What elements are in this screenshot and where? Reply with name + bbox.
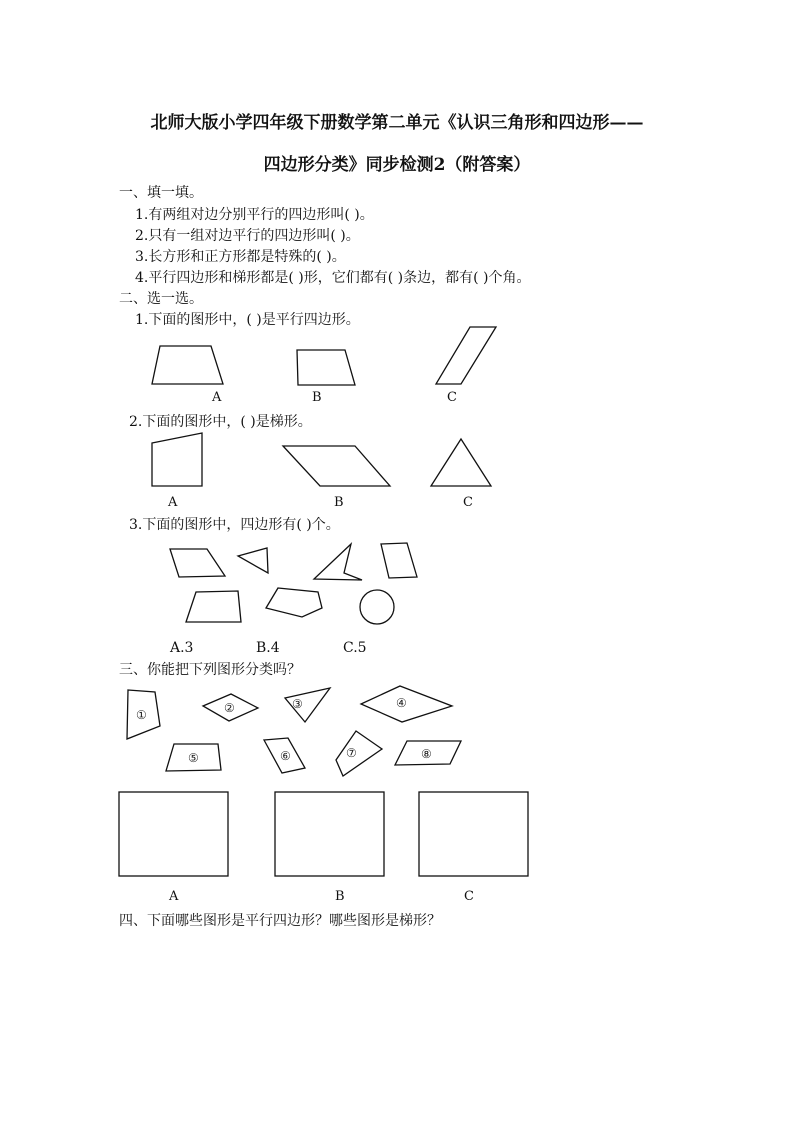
- q1-label-c: C: [447, 390, 457, 405]
- section-2-question-1: 1.下面的图形中，( )是平行四边形。: [135, 312, 360, 328]
- q3-option-c: C.5: [343, 640, 367, 656]
- q3-option-b: B.4: [256, 640, 280, 656]
- q2-label-b: B: [334, 495, 344, 510]
- section-1-question-3: 3.长方形和正方形都是特殊的( )。: [135, 249, 346, 265]
- section-2-question-3: 3.下面的图形中，四边形有( )个。: [129, 517, 340, 533]
- q2-label-a: A: [168, 495, 178, 510]
- section-1-question-4: 4.平行四边形和梯形都是( )形，它们都有( )条边，都有( )个角。: [135, 270, 531, 286]
- shape-6-number: ⑥: [280, 749, 291, 763]
- answer-box-a: [119, 792, 228, 876]
- q1-label-a: A: [212, 390, 222, 405]
- shape-4-number: ④: [396, 696, 407, 710]
- answer-box-c: [419, 792, 528, 876]
- q3-option-a: A.3: [170, 640, 194, 656]
- shape-5-number: ⑤: [188, 751, 199, 765]
- shape-1-number: ①: [136, 708, 147, 722]
- section-2-question-2: 2.下面的图形中，( )是梯形。: [129, 414, 312, 430]
- shape-8-number: ⑧: [421, 747, 432, 761]
- section-2-heading: 二、选一选。: [119, 291, 203, 307]
- shape-7-number: ⑦: [346, 746, 357, 760]
- q2-label-c: C: [463, 495, 473, 510]
- box-label-a: A: [169, 889, 179, 904]
- shape-7: [336, 731, 382, 776]
- box-label-c: C: [464, 889, 474, 904]
- page-title-line-2: 四边形分类》同步检测2（附答案）: [263, 155, 531, 175]
- section-1-question-2: 2.只有一组对边平行的四边形叫( )。: [135, 228, 360, 244]
- box-label-b: B: [335, 889, 345, 904]
- answer-box-b: [275, 792, 384, 876]
- shape-3-number: ③: [292, 697, 303, 711]
- section-3-heading: 三、你能把下列图形分类吗？: [119, 662, 301, 678]
- section-1-question-1: 1.有两组对边分别平行的四边形叫( )。: [135, 207, 374, 223]
- section-4-heading: 四、下面哪些图形是平行四边形？哪些图形是梯形？: [119, 913, 441, 929]
- page-title-line-1: 北师大版小学四年级下册数学第二单元《认识三角形和四边形——: [150, 113, 644, 133]
- section-1-heading: 一、填一填。: [119, 185, 203, 201]
- q1-label-b: B: [312, 390, 322, 405]
- shape-2-number: ②: [224, 701, 235, 715]
